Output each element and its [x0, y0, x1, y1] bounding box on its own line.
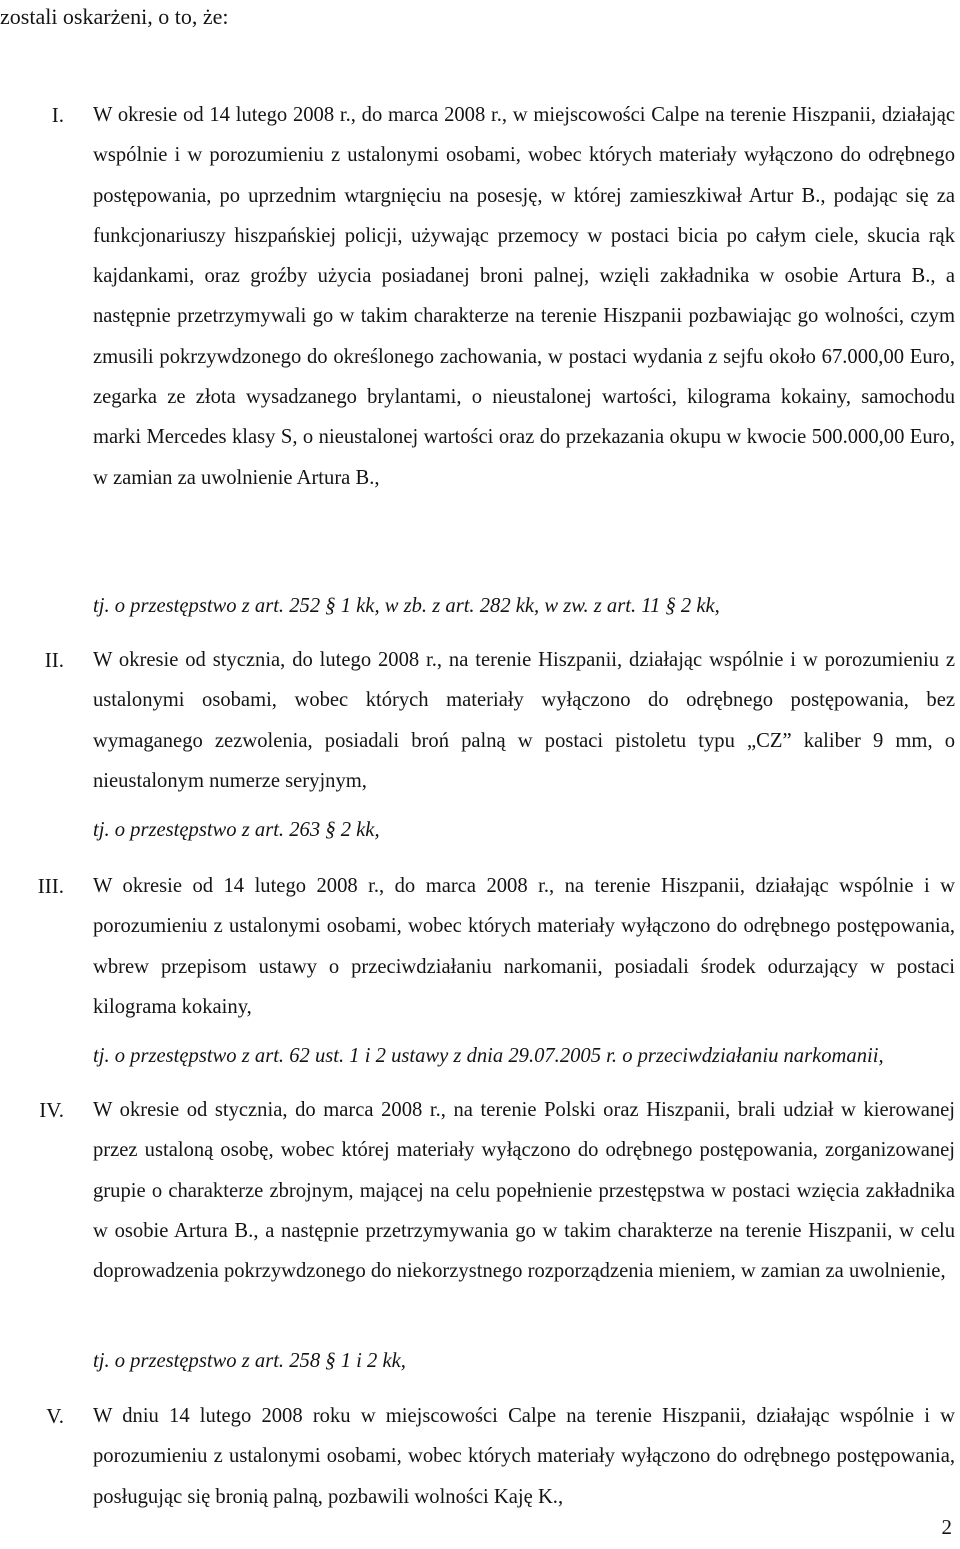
charges-heading: zostali oskarżeni, o to, że: [0, 4, 229, 29]
charge-description: W okresie od stycznia, do marca 2008 r., na terenie Polski oraz Hiszpanii, brali udział w kierowanej przez ustaloną osobę, wobec której materiały wyłączono do odrębnego postępowania, zorganizowanej grupie o charakterze zbrojnym, mającej na celu popełnienie przestępstwa w postaci wzięcia zakładnika w osobie Artura B., a następnie przetrzymywania go w takim charakterze na terenie Hiszpanii, w celu doprowadzenia pokrzywdzonego do niekorzystnego rozporządzenia mieniem, w zamian za uwolnienie, [93, 1099, 955, 1283]
page-number: 2 [941, 1515, 952, 1539]
charge-description: W okresie od stycznia, do lutego 2008 r., na terenie Hiszpanii, działając wspólnie i w porozumieniu z ustalonymi osobami, wobec których materiały wyłączono do odrębnego postępowania, bez wymaganego zezwolenia, posiadali broń palną w postaci pistoletu typu „CZ” kaliber 9 mm, o nieustalonym numerze seryjnym, [93, 649, 955, 792]
charge-number: IV. [39, 1098, 64, 1122]
charge-description: W okresie od 14 lutego 2008 r., do marca 2008 r., na terenie Hiszpanii, działając wspólnie i w porozumieniu z ustalonymi osobami, wobec których materiały wyłączono do odrębnego postępowania, wbrew przepisom ustawy o przeciwdziałaniu narkomanii, posiadali środek odurzający w postaci kilograma kokainy, [93, 875, 955, 1018]
legal-qualification: tj. o przestępstwo z art. 258 § 1 i 2 kk, [93, 1350, 406, 1372]
legal-qualification: tj. o przestępstwo z art. 252 § 1 kk, w zb. z art. 282 kk, w zw. z art. 11 § 2 kk, [93, 595, 720, 617]
charge-description: W okresie od 14 lutego 2008 r., do marca 2008 r., w miejscowości Calpe na terenie Hiszpanii, działając wspólnie i w porozumieniu z ustalonymi osobami, wobec których materiały wyłączono do odrębnego postępowania, po uprzednim wtargnięciu na posesję, w której zamieszkiwał Artur B., podając się za funkcjonariuszy hiszpańskiej policji, używając przemocy w postaci bicia po całym ciele, skucia rąk kajdankami, oraz groźby użycia posiadanej broni palnej, wzięli zakładnika w osobie Artura B., a następnie przetrzymywali go w takim charakterze na terenie Hiszpanii pozbawiając go wolności, czym zmusili pokrzywdzonego do określonego zachowania, w postaci wydania z sejfu około 67.000,00 Euro, zegarka ze złota wysadzanego brylantami, o nieustalonej wartości, kilograma kokainy, samochodu marki Mercedes klasy S, o nieustalonej wartości oraz do przekazania okupu w kwocie 500.000,00 Euro, w zamian za uwolnienie Artura B., [93, 104, 955, 489]
charge-number: I. [51, 103, 64, 127]
legal-qualification: tj. o przestępstwo z art. 263 § 2 kk, [93, 819, 380, 841]
charge-number: V. [46, 1404, 64, 1428]
charge-description: W dniu 14 lutego 2008 roku w miejscowości Calpe na terenie Hiszpanii, działając wspólnie i w porozumieniu z ustalonymi osobami, wobec których materiały wyłączono do odrębnego postępowania, posługując się bronią palną, pozbawili wolności Kaję K., [93, 1405, 955, 1508]
legal-qualification: tj. o przestępstwo z art. 62 ust. 1 i 2 ustawy z dnia 29.07.2005 r. o przeciwdziałaniu narkomanii, [93, 1045, 884, 1067]
charge-number: II. [44, 648, 64, 672]
charge-number: III. [37, 874, 64, 898]
